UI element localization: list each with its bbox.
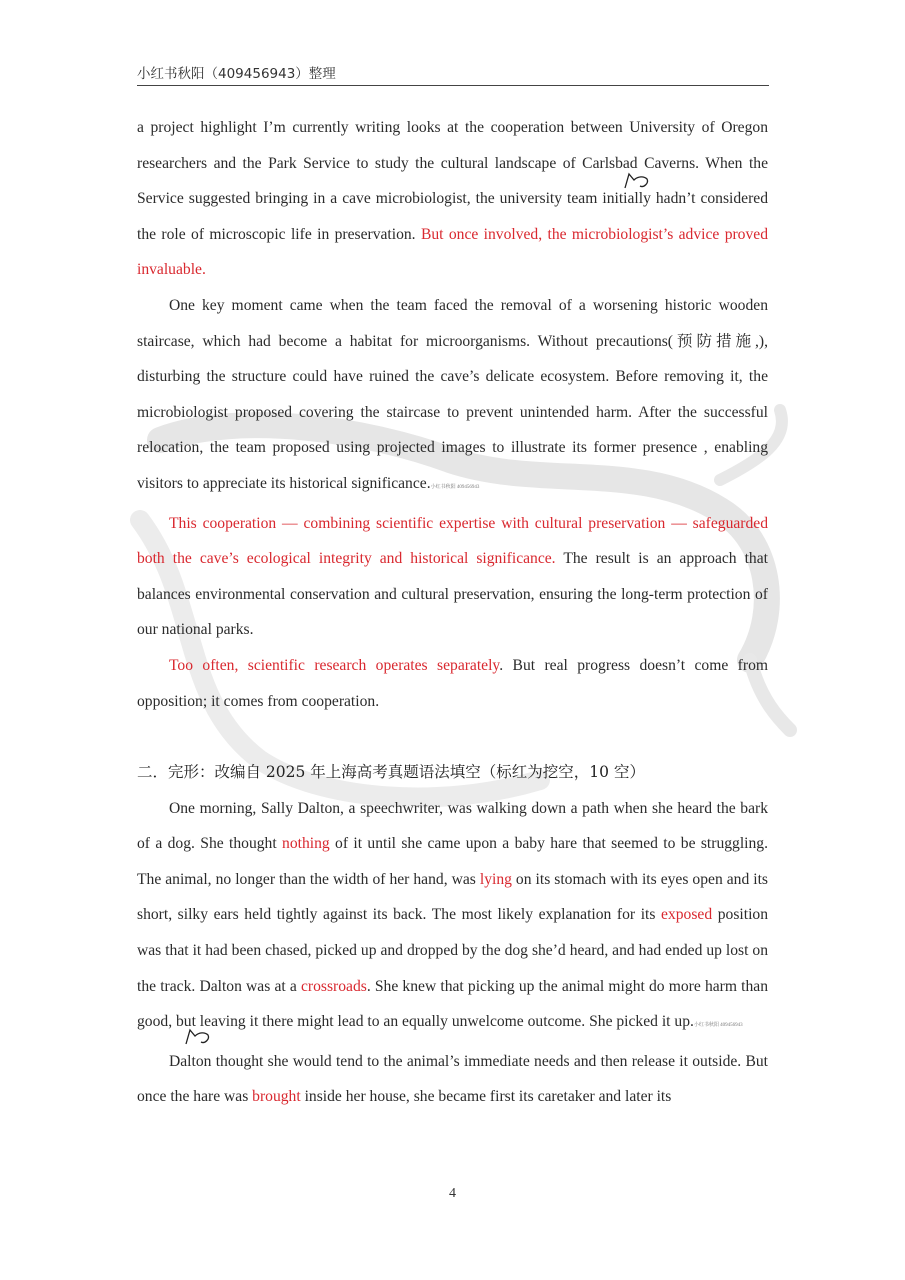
paragraph-5-text-3: on its stomach with its eyes open and its short, silky ears held tightly against its back. The most likely explanation for its [137,870,768,924]
blank-exposed: exposed [661,906,713,924]
paragraph-4-highlight: Too often, scientific research operates separately [169,656,500,674]
paragraph-6-text-1: Dalton thought she would tend to the animal’s immediate needs and then release it outside. But once the hare was [137,1052,768,1106]
paragraph-4 [137,648,768,719]
page-number: 4 [449,1186,456,1201]
paragraph-6-text-2: inside her house, she became first its caretaker and later its [300,1088,672,1106]
watermark-mark-2: 小红书秋阳 409456943 [693,1023,743,1029]
blank-nothing: nothing [282,835,330,853]
paragraph-2 [137,288,768,506]
paragraph-6 [137,1044,768,1115]
watermark-mark-1: 小红书秋阳 409456943 [430,484,480,490]
header-divider [137,85,769,86]
section-heading: 二．完形：改编自 2025 年上海高考真题语法填空（标红为挖空，10 空） [137,763,645,782]
paragraph-5-text-4: position was that it had been chased, picked up and dropped by the dog she’d heard, and had ended up lost on the track. Dalton was at a [137,906,768,995]
paragraph-2-text: One key moment came when the team faced the removal of a worsening historic wooden staircase, which had become a habitat for microorganisms. Without precautions(预防措施,), disturbing the structure could have ruined the cave’s delicate ecosystem. Before removing it, the microbiologist proposed covering the staircase to prevent unintended harm. After the successful relocation, the team proposed using projected images to illustrate its former presence , enabling visitors to appreciate its historical significance. [137,296,768,492]
paragraph-1-text: a project highlight I’m currently writing looks at the cooperation between University of Oregon researchers and the Park Service to study the cultural landscape of Carlsbad Caverns. When the Service suggested bringing in a cave microbiologist, the university team initially hadn’t considered the role of microscopic life in preservation. [137,119,768,243]
paragraph-3 [137,506,768,648]
paragraph-5-text-5: . She knew that picking up the animal might do more harm than good, but leaving it there might lead to an equally unwelcome outcome. She picked it up. [137,977,769,1031]
blank-crossroads: crossroads [300,977,367,995]
paragraph-5-text-2: of it until she came upon a baby hare that seemed to be struggling. The animal, no longer than the width of her hand, was [137,835,768,888]
paragraph-3-highlight: This cooperation — combining scientific expertise with cultural preservation — safeguarded both the cave’s ecological integrity and historical significance. [137,514,768,568]
paragraph-5 [137,791,768,1044]
document-body [137,110,768,1115]
paragraph-3-text: The result is an approach that balances environmental conservation and cultural preservation, ensuring the long-term protection of our national parks. [137,550,768,639]
paragraph-1-highlight: But once involved, the microbiologist’s advice proved invaluable. [137,225,768,279]
paragraph-4-text: . But real progress doesn’t come from opposition; it comes from cooperation. [137,656,768,710]
paragraph-1 [137,110,768,288]
page-header: 小红书秋阳（409456943）整理 [137,66,336,82]
blank-brought: brought [252,1088,301,1106]
blank-lying: lying [479,870,512,888]
paragraph-5-text-1: One morning, Sally Dalton, a speechwriter, was walking down a path when she heard the bark of a dog. She thought [137,799,768,853]
